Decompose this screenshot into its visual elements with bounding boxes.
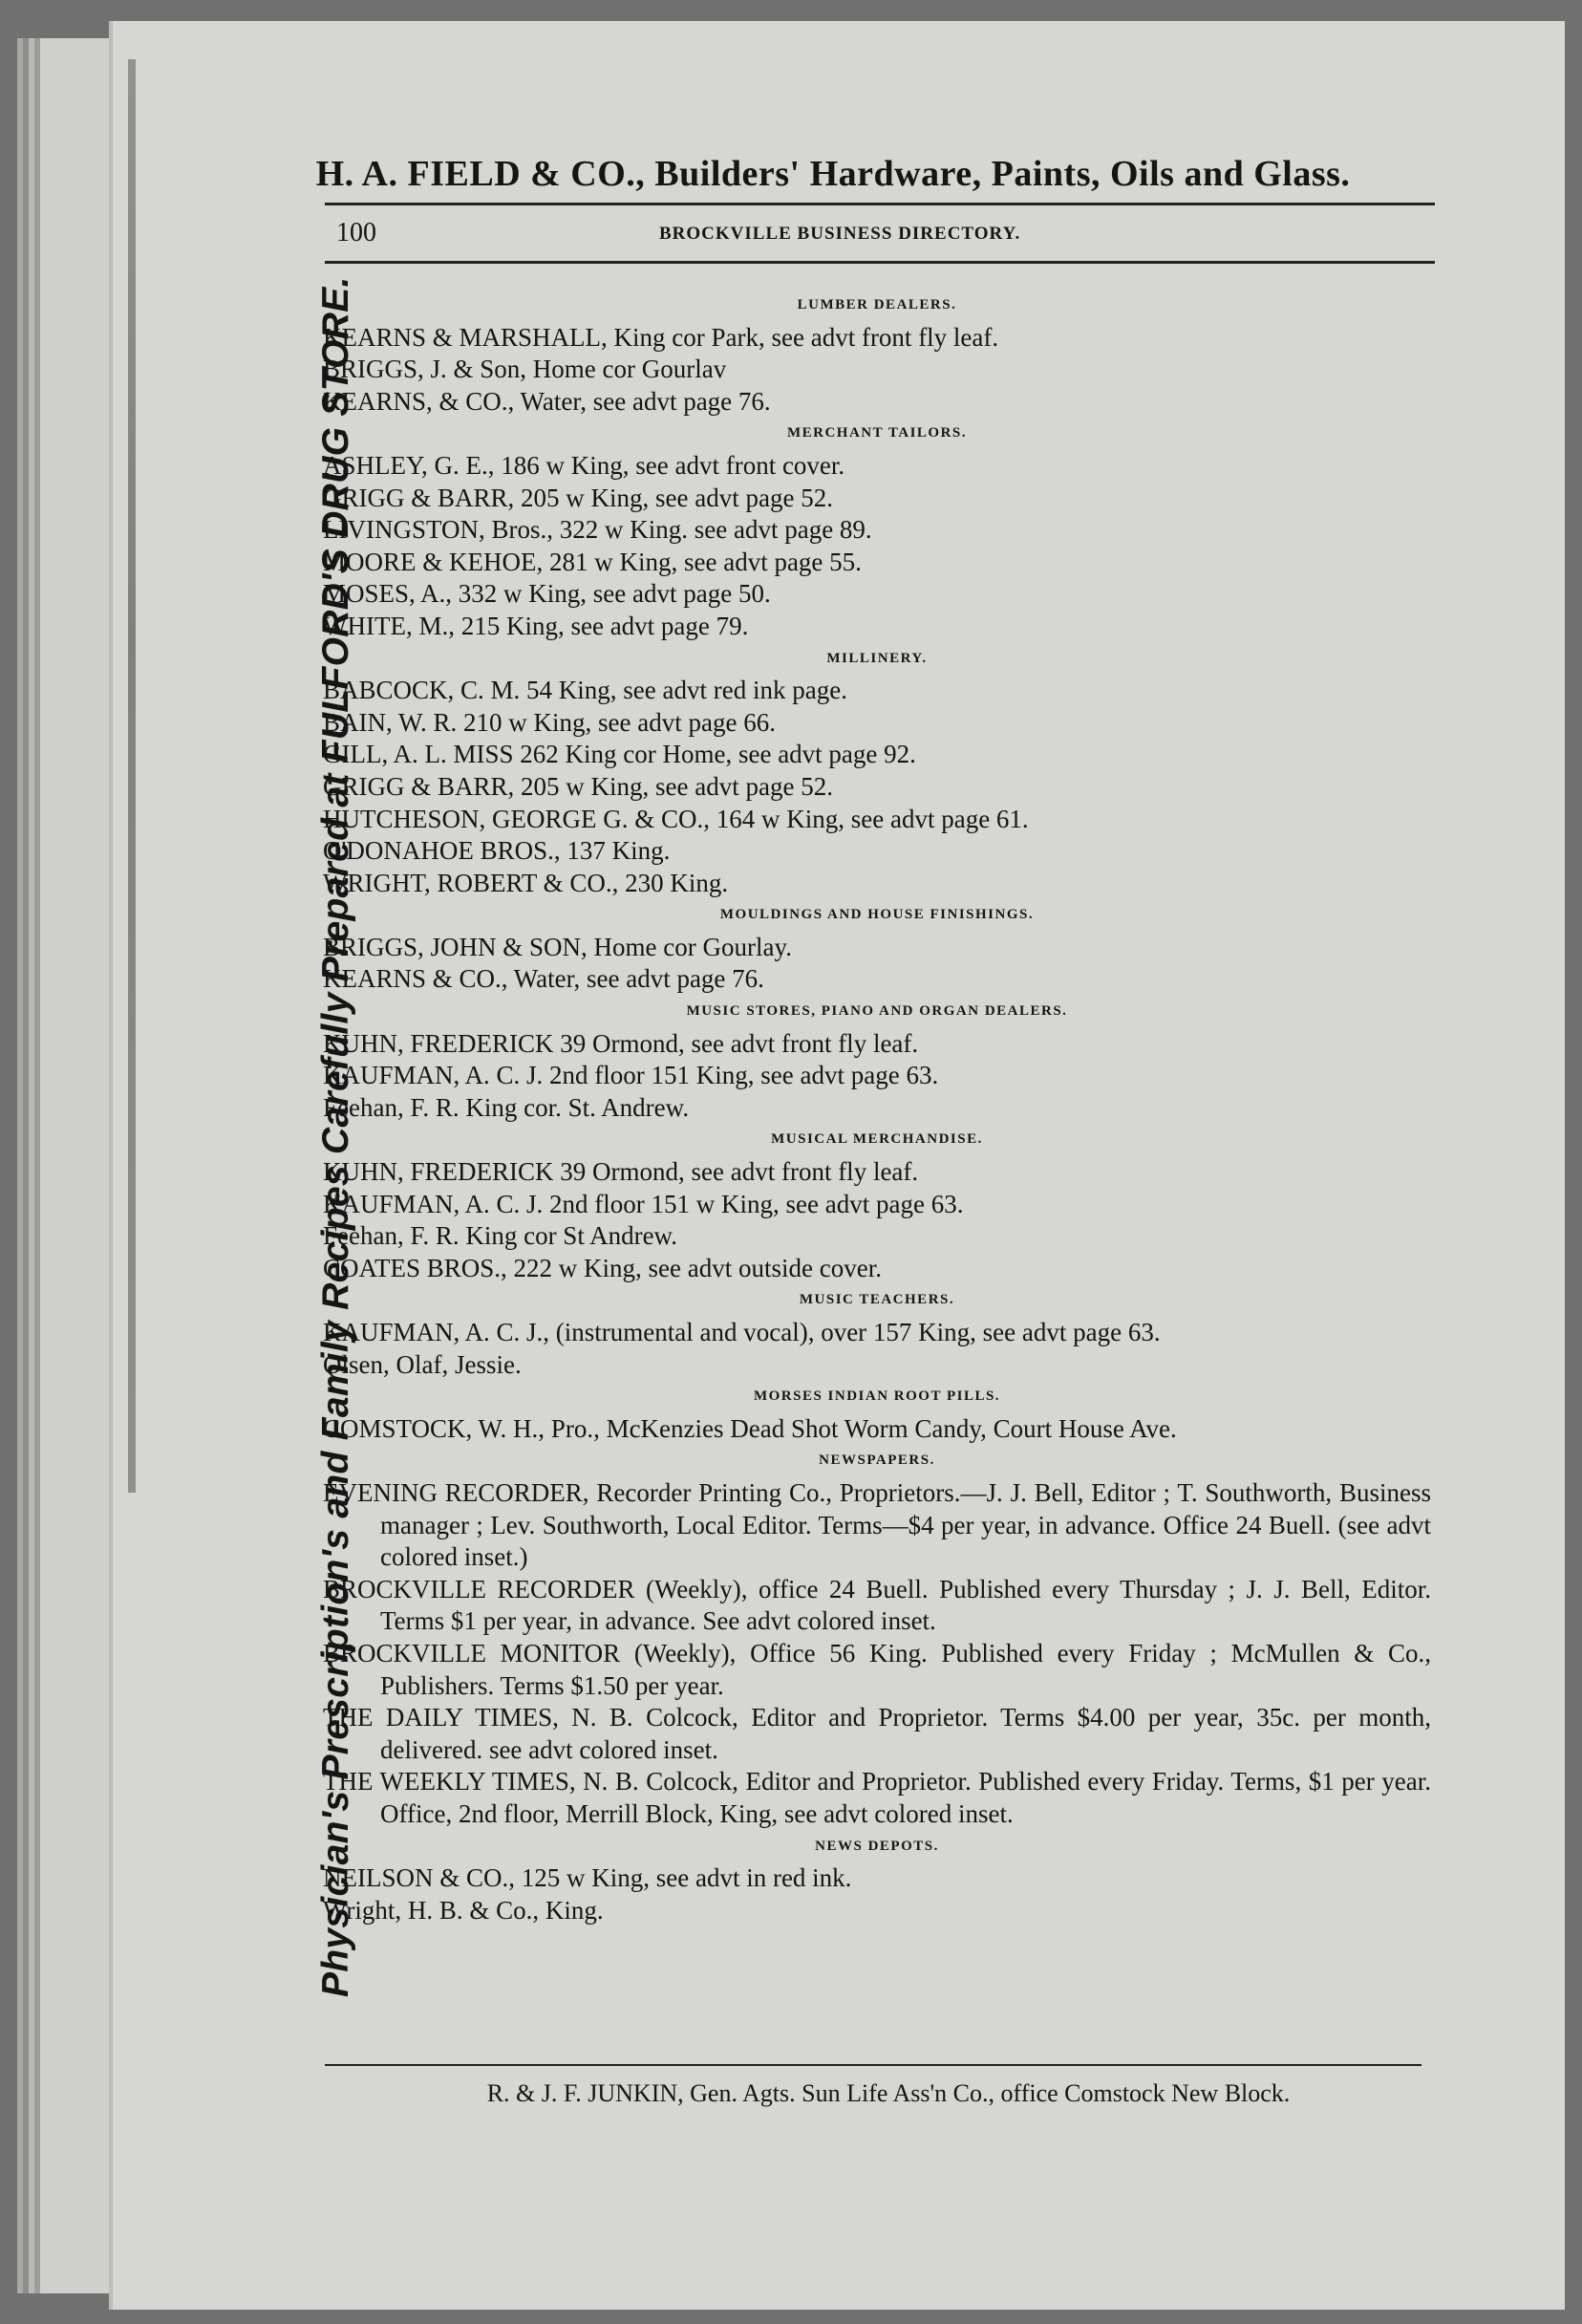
directory-entry: BROCKVILLE MONITOR (Weekly), Office 56 King. Published every Friday ; McMullen & Co., Publishers. Terms $1.50 per year.: [323, 1638, 1431, 1700]
directory-entry: BAIN, W. R. 210 w King, see advt page 66.: [323, 707, 776, 737]
side-advertisement: Physician's Prescription's and Family Recipes Carefully Prepared at FULFORD'S DRUG STORE.: [315, 276, 356, 1997]
directory-entry: WHITE, M., 215 King, see advt page 79.: [323, 611, 749, 640]
section-heading: MILLINERY.: [826, 650, 928, 666]
directory-entry: O'DONAHOE BROS., 137 King.: [323, 836, 671, 866]
footer-rule: [325, 2064, 1422, 2066]
directory-entry: EVENING RECORDER, Recorder Printing Co., Proprietors.—J. J. Bell, Editor ; T. Southworth, Business manager ; Lev. Southworth, Local Editor. Terms—$4 per year, in advance. Office 24 Buell. (see advt colored inset.): [323, 1477, 1431, 1572]
section-heading: MUSIC STORES, PIANO AND ORGAN DEALERS.: [686, 1003, 1068, 1020]
header-rule-bottom: [325, 261, 1435, 264]
directory-entry: Olsen, Olaf, Jessie.: [323, 1349, 522, 1379]
section-heading: NEWSPAPERS.: [819, 1452, 935, 1469]
directory-entry: MOORE & KEHOE, 281 w King, see advt page 55.: [323, 547, 862, 576]
directory-entry: BABCOCK, C. M. 54 King, see advt red ink page.: [323, 676, 847, 705]
directory-entry: HUTCHESON, GEORGE G. & CO., 164 w King, see advt page 61.: [323, 804, 1029, 833]
running-head: BROCKVILLE BUSINESS DIRECTORY.: [659, 224, 1021, 244]
directory-entry: LIVINGSTON, Bros., 322 w King. see advt page 89.: [323, 515, 872, 545]
section-heading: NEWS DEPOTS.: [815, 1838, 939, 1854]
directory-entry: GRIGG & BARR, 205 w King, see advt page 52.: [323, 771, 833, 801]
section-heading: MUSICAL MERCHANDISE.: [771, 1131, 983, 1148]
page-number: 100: [336, 218, 376, 247]
directory-entry: WRIGHT, ROBERT & CO., 230 King.: [323, 868, 729, 897]
directory-entry: COATES BROS., 222 w King, see advt outside cover.: [323, 1253, 882, 1282]
section-heading: LUMBER DEALERS.: [797, 297, 957, 312]
section-heading: MERCHANT TAILORS.: [786, 425, 968, 441]
bottom-advertisement: R. & J. F. JUNKIN, Gen. Agts. Sun Life Ass'n Co., office Comstock New Block.: [486, 2079, 1291, 2107]
directory-entry: THE DAILY TIMES, N. B. Colcock, Editor and Proprietor. Terms $4.00 per year, 35c. per month, delivered. see advt colored inset.: [323, 1703, 1431, 1764]
directory-entry: NEILSON & CO., 125 w King, see advt in red ink.: [323, 1863, 852, 1893]
directory-entry: Feehan, F. R. King cor St Andrew.: [323, 1221, 678, 1251]
directory-entry: KEARNS & MARSHALL, King cor Park, see advt front fly leaf.: [323, 322, 999, 352]
directory-entry: COMSTOCK, W. H., Pro., McKenzies Dead Shot Worm Candy, Court House Ave.: [323, 1413, 1177, 1443]
directory-entry: GRIGG & BARR, 205 w King, see advt page 52.: [323, 483, 833, 512]
binding-shadow: [128, 59, 136, 1493]
directory-entry: BROCKVILLE RECORDER (Weekly), office 24 Buell. Published every Thursday ; J. J. Bell, Editor. Terms $1 per year, in advance. See advt colored inset.: [323, 1574, 1431, 1636]
directory-entry: ASHLEY, G. E., 186 w King, see advt front cover.: [323, 450, 845, 480]
directory-listing: [323, 290, 1431, 1926]
directory-entry: BRIGGS, JOHN & SON, Home cor Gourlay.: [323, 932, 792, 961]
section-heading: MUSIC TEACHERS.: [799, 1292, 955, 1308]
directory-entry: THE WEEKLY TIMES, N. B. Colcock, Editor and Proprietor. Published every Friday. Terms, $1 per year. Office, 2nd floor, Merrill Block, King, see advt colored inset.: [323, 1767, 1431, 1828]
directory-entry: KEARNS, & CO., Water, see advt page 76.: [323, 386, 771, 416]
directory-entry: KAUFMAN, A. C. J., (instrumental and vocal), over 157 King, see advt page 63.: [323, 1318, 1161, 1346]
directory-entry: KEARNS & CO., Water, see advt page 76.: [323, 964, 764, 994]
directory-entry: GILL, A. L. MISS 262 King cor Home, see advt page 92.: [323, 740, 916, 769]
directory-entry: KUHN, FREDERICK 39 Ormond, see advt front fly leaf.: [323, 1157, 919, 1187]
section-heading: MOULDINGS AND HOUSE FINISHINGS.: [719, 907, 1035, 923]
section-heading: MORSES INDIAN ROOT PILLS.: [753, 1388, 1001, 1405]
directory-entry: BRIGGS, J. & Son, Home cor Gourlav: [323, 355, 727, 384]
directory-entry: KAUFMAN, A. C. J. 2nd floor 151 King, see advt page 63.: [323, 1061, 939, 1090]
directory-entry: MOSES, A., 332 w King, see advt page 50.: [323, 579, 771, 609]
directory-entry: Wright, H. B. & Co., King.: [323, 1895, 604, 1925]
directory-entry: Feehan, F. R. King cor. St. Andrew.: [323, 1092, 690, 1122]
top-advertisement: H. A. FIELD & CO., Builders' Hardware, Paints, Oils and Glass.: [315, 154, 1351, 194]
directory-entry: KAUFMAN, A. C. J. 2nd floor 151 w King, see advt page 63.: [323, 1189, 964, 1218]
directory-entry: KUHN, FREDERICK 39 Ormond, see advt front fly leaf.: [323, 1028, 919, 1058]
header-rule-top: [325, 203, 1435, 205]
